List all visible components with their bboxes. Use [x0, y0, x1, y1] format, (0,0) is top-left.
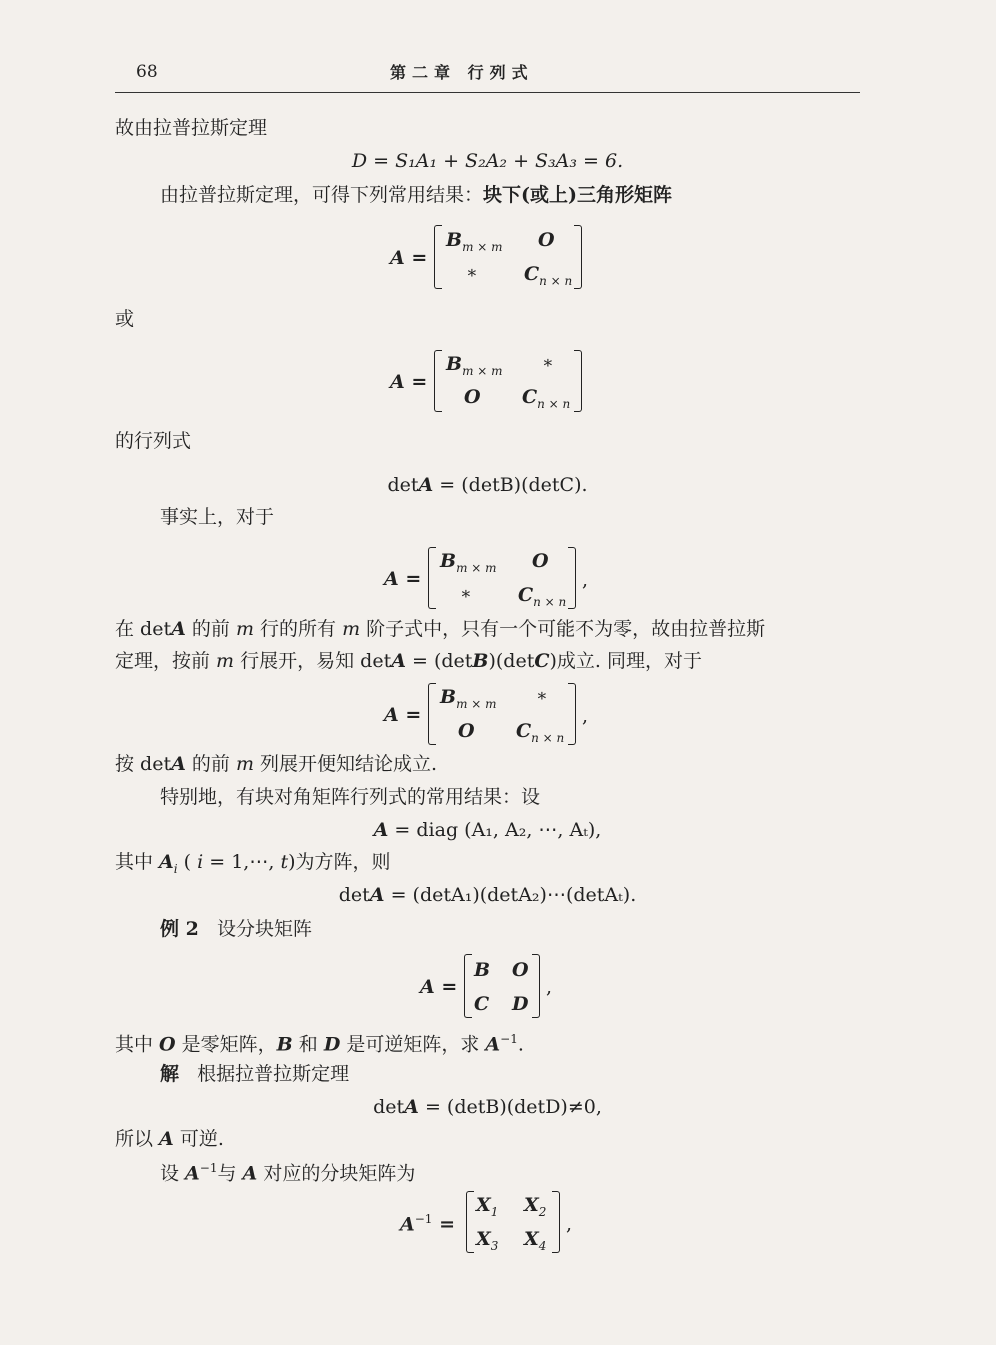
equation-det: detA = (detB)(detC).: [387, 474, 588, 496]
matrix-upper-triangular-2: A = $B_{m \times m}$ ∗ O $C_{n \times n}$ ,: [384, 683, 599, 745]
equation-laplace: D = S₁A₁ + S₂A₂ + S₃A₃ = 6.: [351, 150, 624, 172]
text-line: 其中 $A_i$ ( i = 1,⋯, t)为方阵，则: [115, 851, 391, 876]
equation-det-nonzero: detA = (detB)(detD)≠0,: [373, 1096, 602, 1118]
text-line: 按 detA 的前 m 列展开便知结论成立.: [115, 753, 438, 775]
bold-term: 块下(或上)三角形矩阵: [483, 184, 672, 206]
matrix-inverse-blocks: $A^{-1}$ = $X_1$ $X_2$ $X_3$ $X_4$ ,: [400, 1191, 580, 1253]
text-line: 由拉普拉斯定理，可得下列常用结果：块下(或上)三角形矩阵: [160, 184, 672, 206]
header-rule: [115, 92, 860, 93]
matrix-lower-triangular: A = $B_{m \times m}$ O ∗ $C_{n \times n}$: [390, 225, 590, 289]
text-line: 特别地，有块对角矩阵行列式的常用结果：设: [160, 786, 541, 808]
text-line: 所以 A 可逆.: [115, 1128, 224, 1150]
text-line: 故由拉普拉斯定理: [115, 117, 268, 139]
example-heading: 例 2 设分块矩阵: [160, 918, 312, 940]
matrix-upper-triangular: A = $B_{m \times m}$ ∗ O $C_{n \times n}$: [390, 350, 590, 412]
matrix-lower-triangular-2: A = $B_{m \times m}$ O ∗ $C_{n \times n}$ ,: [384, 547, 599, 609]
text-line: 的行列式: [115, 430, 192, 452]
text-line: 其中 O 是零矩阵，B 和 D 是可逆矩阵，求 $A^{-1}$.: [115, 1032, 524, 1056]
solution-heading: 解 根据拉普拉斯定理: [160, 1063, 350, 1085]
text-line: 在 detA 的前 m 行的所有 m 阶子式中，只有一个可能不为零，故由拉普拉斯: [115, 618, 766, 640]
text-line: 定理，按前 m 行展开，易知 detA = (detB)(detC)成立. 同理，对于: [115, 650, 702, 672]
page-number: 68: [136, 62, 158, 82]
chapter-title: 第二章 行列式: [390, 63, 534, 82]
matrix-2x2: A = B O C D ,: [420, 954, 560, 1018]
text-line: 或: [115, 308, 135, 330]
text-line: 事实上，对于: [160, 506, 275, 528]
text-line: 设 $A^{-1}$与 A 对应的分块矩阵为: [160, 1161, 416, 1185]
equation-diag: A = diag (A₁, A₂, ⋯, Aₜ),: [373, 819, 602, 841]
equation-block-diag-det: detA = (detA₁)(detA₂)⋯(detAₜ).: [338, 884, 637, 906]
